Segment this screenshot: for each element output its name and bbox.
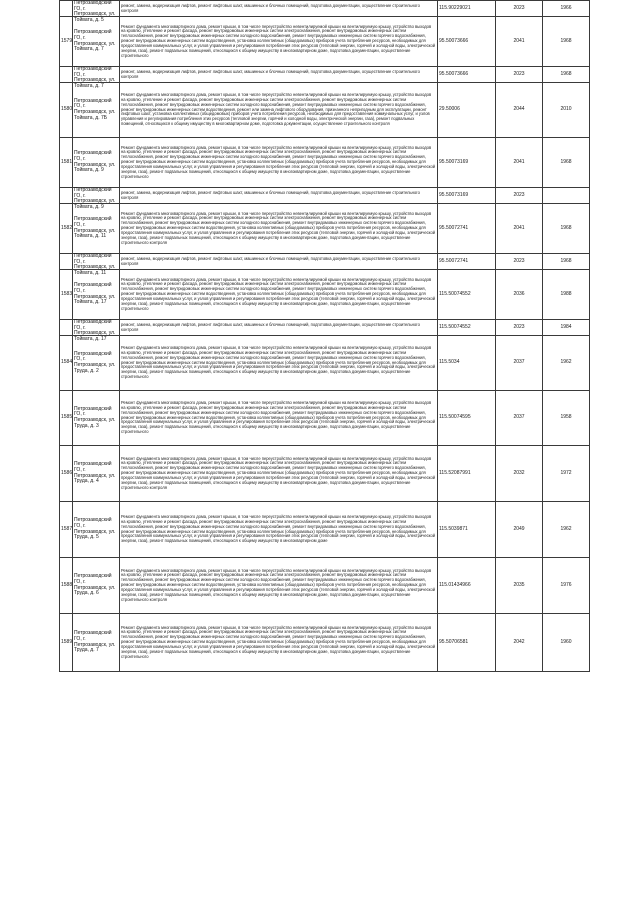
address-cell	[73, 391, 120, 446]
table-row	[60, 188, 590, 204]
works-description-cell	[120, 446, 438, 502]
table-row	[60, 254, 590, 270]
table-row	[60, 83, 590, 138]
address-cell-text: Петрозаводский ГО, г. Петрозаводск, ул. Тойвата, д. 7	[74, 66, 116, 89]
table-row	[60, 138, 590, 188]
address-cell-text: Петрозаводский ГО, г. Петрозаводск, ул. Труда, д. 2	[74, 350, 116, 374]
works-description-cell-text: Ремонт фундамента многоквартирного дома, ремонт крыши, в том числе переустройство невентилируемой крыши на вентилируемую крышу, устройство выходов на кровлю, утепление и ремонт фасада, ремонт внутридомовых инженерных систем электроснабжения, ремонт внутридомовых инженерных систем теплоснабжения, ремонт внутридомовых инженерных систем холодного водоснабжения, ремонт внутридомовых инженерных систем горячего водоснабжения, ремонт внутридомовых инженерных систем водоотведения, установка коллективных (общедомовых) приборов учета потребления ресурсов, необходимых для предоставления коммунальных услуг, и узлов управления и регулирования потребления этих ресурсов (тепловой энергии, горячей и холодной воды, электрической энергии, газа), ремонт подвальных помещений, относящихся к общему имуществу в многоквартирном доме	[121, 513, 436, 544]
row-number-text: 1586	[61, 469, 73, 476]
planned-year-cell	[496, 83, 543, 138]
table-row	[60, 67, 590, 83]
table-row	[60, 558, 590, 614]
build-year-cell-text: 1988	[560, 290, 572, 297]
address-cell-text: Петрозаводский ГО, г. Петрозаводск, ул. Труда, д. 3	[74, 405, 116, 429]
planned-year-cell-text: 2044	[513, 106, 525, 113]
works-description-cell-text: Ремонт фундамента многоквартирного дома, ремонт крыши, в том числе переустройство невентилируемой крыши на вентилируемую крышу, устройство выходов на кровлю, утепление и ремонт фасада, ремонт внутридомовых инженерных систем электроснабжения, ремонт внутридомовых инженерных систем теплоснабжения, ремонт внутридомовых инженерных систем холодного водоснабжения, ремонт внутридомовых инженерных систем горячего водоснабжения, ремонт внутридомовых инженерных систем водоотведения, установка коллективных (общедомовых) приборов учета потребления ресурсов, необходимых для предоставления коммунальных услуг, и узлов управления и регулирования потребления этих ресурсов (тепловой энергии, горячей и холодной воды, электрической энергии, газа), ремонт подвальных помещений, относящихся к общему имуществу в многоквартирном доме, подготовка документации, осуществление строительного контроля	[121, 567, 436, 602]
works-description-cell-text: Ремонт фундамента многоквартирного дома, ремонт крыши, в том числе переустройство невентилируемой крыши на вентилируемую крышу, устройство выходов на кровлю, утепление и ремонт фасада, ремонт внутридомовых инженерных систем электроснабжения, ремонт внутридомовых инженерных систем теплоснабжения, ремонт внутридомовых инженерных систем холодного водоснабжения, ремонт внутридомовых инженерных систем горячего водоснабжения, ремонт внутридомовых инженерных систем водоотведения, установка коллективных (общедомовых) приборов учета потребления ресурсов, необходимых для предоставления коммунальных услуг, и узлов управления и регулирования потребления этих ресурсов (тепловой энергии, горячей и холодной воды, электрической энергии, газа), ремонт подвальных помещений, относящихся к общему имуществу в многоквартирном доме, подготовка документации, осуществление строительного	[121, 144, 436, 179]
build-year-cell	[543, 270, 590, 320]
works-description-cell-text: ремонт, замена, модернизация лифтов, ремонт лифтовых шахт, машинных и блочных помещений, подготовка документации, осуществление строительного контроля	[121, 321, 420, 332]
address-cell-text: Петрозаводский ГО, г. Петрозаводск, ул. Труда, д. 6	[74, 573, 116, 597]
address-cell	[73, 270, 120, 320]
build-year-cell-text: 1968	[560, 257, 572, 264]
row-number-text: 1582	[61, 224, 73, 231]
planned-year-cell-text: 2041	[513, 158, 525, 165]
address-cell	[73, 204, 120, 254]
works-description-cell	[120, 138, 438, 188]
works-description-cell-text: ремонт, замена, модернизация лифтов, ремонт лифтовых шахт, машинных и блочных помещений, подготовка документации, осуществление строительного контроля	[121, 189, 420, 200]
works-description-cell	[120, 270, 438, 320]
row-number	[60, 446, 73, 502]
address-cell-text: Петрозаводский ГО, г. Петрозаводск, ул. Тойвата, д. 17	[74, 319, 116, 342]
address-cell-text: Петрозаводский ГО, г. Петрозаводск, ул. Тойвата, д. 7Б	[74, 97, 116, 121]
build-year-cell-text: 1968	[560, 37, 572, 44]
build-year-cell	[543, 17, 590, 67]
planned-year-cell	[496, 204, 543, 254]
address-cell-text: Петрозаводский ГО, г. Петрозаводск, ул. Тойвата, д. 11	[74, 216, 116, 240]
address-cell-text: Петрозаводский ГО, г. Петрозаводск, ул. Труда, д. 4	[74, 461, 116, 485]
build-year-cell-text: 1960	[560, 638, 572, 645]
works-description-cell-text: Ремонт фундамента многоквартирного дома, ремонт крыши, в том числе переустройство невентилируемой крыши на вентилируемую крышу, устройство выходов на кровлю, утепление и ремонт фасада, ремонт внутридомовых инженерных систем электроснабжения, ремонт внутридомовых инженерных систем теплоснабжения, ремонт внутридомовых инженерных систем холодного водоснабжения, ремонт внутридомовых инженерных систем горячего водоснабжения, ремонт внутридомовых инженерных систем водоотведения, установка коллективных (общедомовых) приборов учета потребления ресурсов, необходимых для предоставления коммунальных услуг, и узлов управления и регулирования потребления этих ресурсов (тепловой энергии, горячей и холодной воды, электрической энергии, газа), ремонт подвальных помещений, относящихся к общему имуществу в многоквартирном доме, подготовка документации, осуществление строительного	[121, 400, 436, 435]
planned-year-cell-text: 2049	[513, 525, 525, 532]
row-number	[60, 558, 73, 614]
address-cell	[73, 446, 120, 502]
works-description-cell	[120, 1, 438, 17]
table-row	[60, 614, 590, 672]
works-description-cell	[120, 67, 438, 83]
address-cell	[73, 502, 120, 558]
cadastral-code-cell-text: 115.90229021	[439, 4, 471, 11]
works-description-cell	[120, 558, 438, 614]
address-cell-text: Петрозаводский ГО, г. Петрозаводск, ул. Труда, д. 5	[74, 517, 116, 541]
build-year-cell	[543, 320, 590, 336]
planned-year-cell-text: 2041	[513, 37, 525, 44]
table-row	[60, 391, 590, 446]
cadastral-code-cell	[438, 204, 496, 254]
table-row	[60, 336, 590, 391]
works-description-cell-text: ремонт, замена, модернизация лифтов, ремонт лифтовых шахт, машинных и блочных помещений, подготовка документации, осуществление строительного контроля	[121, 255, 420, 266]
address-cell	[73, 83, 120, 138]
cadastral-code-cell-text: 115.52087991	[439, 469, 471, 476]
row-number	[60, 138, 73, 188]
planned-year-cell	[496, 270, 543, 320]
cadastral-code-cell-text: 115.01434966	[439, 581, 471, 588]
planned-year-cell	[496, 614, 543, 672]
cadastral-code-cell	[438, 83, 496, 138]
build-year-cell	[543, 138, 590, 188]
build-year-cell-text: 1966	[560, 4, 572, 11]
cadastral-code-cell	[438, 138, 496, 188]
row-number	[60, 83, 73, 138]
cadastral-code-cell-text: 115.50074552	[439, 290, 471, 297]
planned-year-cell-text: 2023	[513, 323, 525, 330]
planned-year-cell-text: 2032	[513, 469, 525, 476]
planned-year-cell	[496, 336, 543, 391]
planned-year-cell	[496, 446, 543, 502]
table-body	[60, 1, 590, 672]
works-description-cell	[120, 614, 438, 672]
table-row	[60, 17, 590, 67]
address-cell	[73, 319, 120, 342]
build-year-cell	[543, 446, 590, 502]
build-year-cell	[543, 558, 590, 614]
cadastral-code-cell	[438, 558, 496, 614]
row-number-text: 1584	[61, 359, 73, 366]
works-description-cell-text: Ремонт фундамента многоквартирного дома, ремонт крыши, в том числе переустройство невентилируемой крыши на вентилируемую крышу, устройство выходов на кровлю, утепление и ремонт фасада, ремонт внутридомовых инженерных систем электроснабжения, ремонт внутридомовых инженерных систем теплоснабжения, ремонт внутридомовых инженерных систем холодного водоснабжения, ремонт внутридомовых инженерных систем горячего водоснабжения, ремонт внутридомовых инженерных систем водоотведения, установка коллективных (общедомовых) приборов учета потребления ресурсов, необходимых для предоставления коммунальных услуг, и узлов управления и регулирования потребления этих ресурсов (тепловой энергии, горячей и холодной воды, электрической энергии, газа), ремонт подвальных помещений, относящихся к общему имуществу в многоквартирном доме, подготовка документации, осуществление строительного контроля	[121, 455, 436, 490]
build-year-cell	[543, 67, 590, 83]
planned-year-cell-text: 2037	[513, 414, 525, 421]
row-number	[60, 270, 73, 320]
works-description-cell-text: Ремонт фундамента многоквартирного дома, ремонт крыши, в том числе переустройство невентилируемой крыши на вентилируемую крышу, устройство выходов на кровлю, утепление и ремонт фасада, ремонт внутридомовых инженерных систем электроснабжения, ремонт внутридомовых инженерных систем теплоснабжения, ремонт внутридомовых инженерных систем холодного водоснабжения, ремонт внутридомовых инженерных систем горячего водоснабжения, ремонт внутридомовых инженерных систем водоотведения, установка коллективных (общедомовых) приборов учета потребления ресурсов, необходимых для предоставления коммунальных услуг, и узлов управления и регулирования потребления этих ресурсов (тепловой энергии, горячей и холодной воды, электрической энергии, газа), ремонт подвальных помещений, относящихся к общему имуществу в многоквартирном доме, подготовка документации, осуществление строительного	[121, 276, 436, 311]
cadastral-code-cell	[438, 320, 496, 336]
build-year-cell	[543, 614, 590, 672]
cadastral-code-cell	[438, 614, 496, 672]
build-year-cell-text: 1968	[560, 158, 572, 165]
row-number	[60, 204, 73, 254]
row-number-text: 1580	[61, 106, 73, 113]
cadastral-code-cell-text: 115.5039871	[439, 525, 468, 532]
planned-year-cell	[496, 1, 543, 17]
cadastral-code-cell-text: 95.50706581	[439, 638, 469, 645]
cadastral-code-cell-text: 95.50072741	[439, 224, 469, 231]
address-cell-text: Петрозаводский ГО, г. Петрозаводск, ул. Тойвата, д. 17	[74, 282, 116, 306]
works-description-cell-text: Ремонт фундамента многоквартирного дома, ремонт крыши, в том числе переустройство невентилируемой крыши на вентилируемую крышу, устройство выходов на кровлю, утепление и ремонт фасада, ремонт внутридомовых инженерных систем электроснабжения, ремонт внутридомовых инженерных систем теплоснабжения, ремонт внутридомовых инженерных систем холодного водоснабжения, ремонт внутридомовых инженерных систем горячего водоснабжения, ремонт внутридомовых инженерных систем водоотведения, установка коллективных (общедомовых) приборов учета потребления ресурсов, необходимых для предоставления коммунальных услуг, и узлов управления и регулирования потребления этих ресурсов (тепловой энергии, горячей и холодной воды, электрической энергии, газа), ремонт подвальных помещений, относящихся к общему имуществу в многоквартирном доме, подготовка документации, осуществление строительного контроля	[121, 210, 436, 245]
cadastral-code-cell-text: 115.5034	[439, 359, 460, 366]
row-number-text: 1589	[61, 638, 73, 645]
cadastral-code-cell-text: 29.50006	[439, 106, 460, 113]
table-row	[60, 1, 590, 17]
build-year-cell-text: 1958	[560, 414, 572, 421]
planned-year-cell-text: 2023	[513, 70, 525, 77]
planned-year-cell-text: 2036	[513, 290, 525, 297]
address-cell	[73, 17, 120, 67]
works-description-cell-text: Ремонт фундамента многоквартирного дома, ремонт крыши, в том числе переустройство невентилируемой крыши на вентилируемую крышу, устройство выходов на кровлю, утепление и ремонт фасада, ремонт внутридомовых инженерных систем электроснабжения, ремонт внутридомовых инженерных систем теплоснабжения, ремонт внутридомовых инженерных систем холодного водоснабжения, ремонт внутридомовых инженерных систем горячего водоснабжения, ремонт внутридомовых инженерных систем водоотведения, установка коллективных (общедомовых) приборов учета потребления ресурсов, необходимых для предоставления коммунальных услуг, и узлов управления и регулирования потребления этих ресурсов (тепловой энергии, горячей и холодной воды, электрической энергии, газа), ремонт подвальных помещений, относящихся к общему имуществу в многоквартирном доме, подготовка документации, осуществление строительного	[121, 23, 436, 58]
cadastral-code-cell-text: 115.50074595	[439, 414, 471, 421]
works-description-cell	[120, 204, 438, 254]
row-number	[60, 391, 73, 446]
row-number	[60, 188, 73, 204]
address-cell	[73, 336, 120, 391]
cadastral-code-cell-text: 95.50073169	[439, 158, 469, 165]
cadastral-code-cell	[438, 1, 496, 17]
cadastral-code-cell-text: 95.50072741	[439, 257, 469, 264]
planned-year-cell	[496, 138, 543, 188]
address-cell	[73, 66, 120, 89]
works-description-cell	[120, 17, 438, 67]
build-year-cell-text: 1968	[560, 224, 572, 231]
works-description-cell-text: Ремонт фундамента многоквартирного дома, ремонт крыши, в том числе переустройство невентилируемой крыши на вентилируемую крышу, устройство выходов на кровлю, утепление и ремонт фасада, ремонт внутридомовых инженерных систем электроснабжения, ремонт внутридомовых инженерных систем теплоснабжения, ремонт внутридомовых инженерных систем холодного водоснабжения, ремонт внутридомовых инженерных систем горячего водоснабжения, ремонт внутридомовых инженерных систем водоотведения, ремонт или замена лифтового оборудования, признанного непригодным для эксплуатации, ремонт лифтовых шахт, установка коллективных (общедомовых) приборов учета потребления ресурсов, необходимых для предоставления коммунальных услуг, и узлов управления и регулирования потребления этих ресурсов (тепловой энергии, горячей и холодной воды, электрической энергии, газа), ремонт подвальных помещений, относящихся к общему имуществу в многоквартирном доме, подготовка документации, осуществление строительного контроля	[121, 92, 432, 127]
planned-year-cell	[496, 17, 543, 67]
build-year-cell-text: 1972	[560, 469, 572, 476]
build-year-cell-text: 1968	[560, 70, 572, 77]
table-row	[60, 270, 590, 320]
works-description-cell	[120, 336, 438, 391]
capital-repair-table	[59, 0, 590, 672]
build-year-cell	[543, 1, 590, 17]
planned-year-cell-text: 2037	[513, 359, 525, 366]
build-year-cell-text: 1976	[560, 581, 572, 588]
build-year-cell	[543, 83, 590, 138]
cadastral-code-cell	[438, 336, 496, 391]
row-number	[60, 17, 73, 67]
build-year-cell	[543, 336, 590, 391]
table-row	[60, 502, 590, 558]
build-year-cell	[543, 254, 590, 270]
planned-year-cell	[496, 67, 543, 83]
planned-year-cell-text: 2035	[513, 581, 525, 588]
works-description-cell	[120, 83, 438, 138]
works-description-cell	[120, 391, 438, 446]
row-number-text: 1583	[61, 290, 73, 297]
table-row	[60, 446, 590, 502]
address-cell-text: Петрозаводский ГО, г. Петрозаводск, ул. Тойвата, д. 5	[74, 0, 116, 23]
cadastral-code-cell-text: 95.50073666	[439, 37, 469, 44]
cadastral-code-cell-text: 95.50073666	[439, 70, 469, 77]
cadastral-code-cell	[438, 17, 496, 67]
planned-year-cell-text: 2023	[513, 191, 525, 198]
row-number	[60, 1, 73, 17]
row-number	[60, 67, 73, 83]
row-number-text: 1588	[61, 581, 73, 588]
build-year-cell	[543, 391, 590, 446]
planned-year-cell-text: 2023	[513, 4, 525, 11]
works-description-cell	[120, 188, 438, 204]
table-row	[60, 320, 590, 336]
works-description-cell	[120, 254, 438, 270]
planned-year-cell-text: 2042	[513, 638, 525, 645]
row-number-text: 1581	[61, 158, 73, 165]
cadastral-code-cell-text: 95.50073169	[439, 191, 469, 198]
planned-year-cell	[496, 188, 543, 204]
cadastral-code-cell	[438, 270, 496, 320]
planned-year-cell-text: 2041	[513, 224, 525, 231]
planned-year-cell	[496, 254, 543, 270]
build-year-cell-text: 1962	[560, 359, 572, 366]
works-description-cell-text: ремонт, замена, модернизация лифтов, ремонт лифтовых шахт, машинных и блочных помещений, подготовка документации, осуществление строительного контроля	[121, 68, 420, 79]
address-cell	[73, 253, 120, 276]
cadastral-code-cell	[438, 254, 496, 270]
works-description-cell-text: Ремонт фундамента многоквартирного дома, ремонт крыши, в том числе переустройство невентилируемой крыши на вентилируемую крышу, устройство выходов на кровлю, утепление и ремонт фасада, ремонт внутридомовых инженерных систем электроснабжения, ремонт внутридомовых инженерных систем теплоснабжения, ремонт внутридомовых инженерных систем холодного водоснабжения, ремонт внутридомовых инженерных систем горячего водоснабжения, ремонт внутридомовых инженерных систем водоотведения, установка коллективных (общедомовых) приборов учета потребления ресурсов, необходимых для предоставления коммунальных услуг, и узлов управления и регулирования потребления этих ресурсов (тепловой энергии, горячей и холодной воды, электрической энергии, газа), ремонт подвальных помещений, относящихся к общему имуществу в многоквартирном доме, подготовка документации, осуществление строительного	[121, 624, 436, 659]
address-cell-text: Петрозаводский ГО, г. Петрозаводск, ул. Тойвата, д. 7	[74, 29, 116, 53]
address-cell-text: Петрозаводский ГО, г. Петрозаводск, ул. Тойвата, д. 11	[74, 253, 116, 276]
works-description-cell	[120, 502, 438, 558]
cadastral-code-cell-text: 115.50074552	[439, 323, 471, 330]
planned-year-cell	[496, 558, 543, 614]
row-number	[60, 502, 73, 558]
works-description-cell-text: ремонт, замена, модернизация лифтов, ремонт лифтовых шахт, машинных и блочных помещений, подготовка документации, осуществление строительного контроля	[121, 2, 420, 13]
row-number-text: 1587	[61, 525, 73, 532]
address-cell-text: Петрозаводский ГО, г. Петрозаводск, ул. Тойвата, д. 9	[74, 150, 116, 174]
cadastral-code-cell	[438, 188, 496, 204]
build-year-cell	[543, 502, 590, 558]
cadastral-code-cell	[438, 446, 496, 502]
address-cell-text: Петрозаводский ГО, г. Петрозаводск, ул. Труда, д. 7	[74, 630, 116, 654]
build-year-cell-text: 2010	[560, 106, 572, 113]
row-number	[60, 254, 73, 270]
works-description-cell	[120, 320, 438, 336]
address-cell	[73, 558, 120, 614]
address-cell	[73, 138, 120, 188]
build-year-cell-text: 1962	[560, 525, 572, 532]
row-number	[60, 614, 73, 672]
row-number-text: 1579	[61, 37, 73, 44]
planned-year-cell	[496, 502, 543, 558]
row-number-text: 1585	[61, 414, 73, 421]
address-cell	[73, 187, 120, 210]
works-description-cell-text: Ремонт фундамента многоквартирного дома, ремонт крыши, в том числе переустройство невентилируемой крыши на вентилируемую крышу, устройство выходов на кровлю, утепление и ремонт фасада, ремонт внутридомовых инженерных систем электроснабжения, ремонт внутридомовых инженерных систем теплоснабжения, ремонт внутридомовых инженерных систем холодного водоснабжения, ремонт внутридомовых инженерных систем горячего водоснабжения, ремонт внутридомовых инженерных систем водоотведения, установка коллективных (общедомовых) приборов учета потребления ресурсов, необходимых для предоставления коммунальных услуг, и узлов управления и регулирования потребления этих ресурсов (тепловой энергии, горячей и холодной воды, электрической энергии, газа), ремонт подвальных помещений, относящихся к общему имуществу в многоквартирном доме, подготовка документации, осуществление строительного	[121, 345, 436, 380]
row-number	[60, 336, 73, 391]
planned-year-cell	[496, 391, 543, 446]
planned-year-cell	[496, 320, 543, 336]
table-row	[60, 204, 590, 254]
address-cell	[73, 614, 120, 672]
address-cell-text: Петрозаводский ГО, г. Петрозаводск, ул. Тойвата, д. 9	[74, 187, 116, 210]
document-page	[59, 0, 589, 672]
cadastral-code-cell	[438, 67, 496, 83]
build-year-cell-text: 1984	[560, 323, 572, 330]
planned-year-cell-text: 2023	[513, 257, 525, 264]
build-year-cell	[543, 188, 590, 204]
cadastral-code-cell	[438, 502, 496, 558]
address-cell	[73, 0, 120, 23]
cadastral-code-cell	[438, 391, 496, 446]
row-number	[60, 320, 73, 336]
build-year-cell	[543, 204, 590, 254]
